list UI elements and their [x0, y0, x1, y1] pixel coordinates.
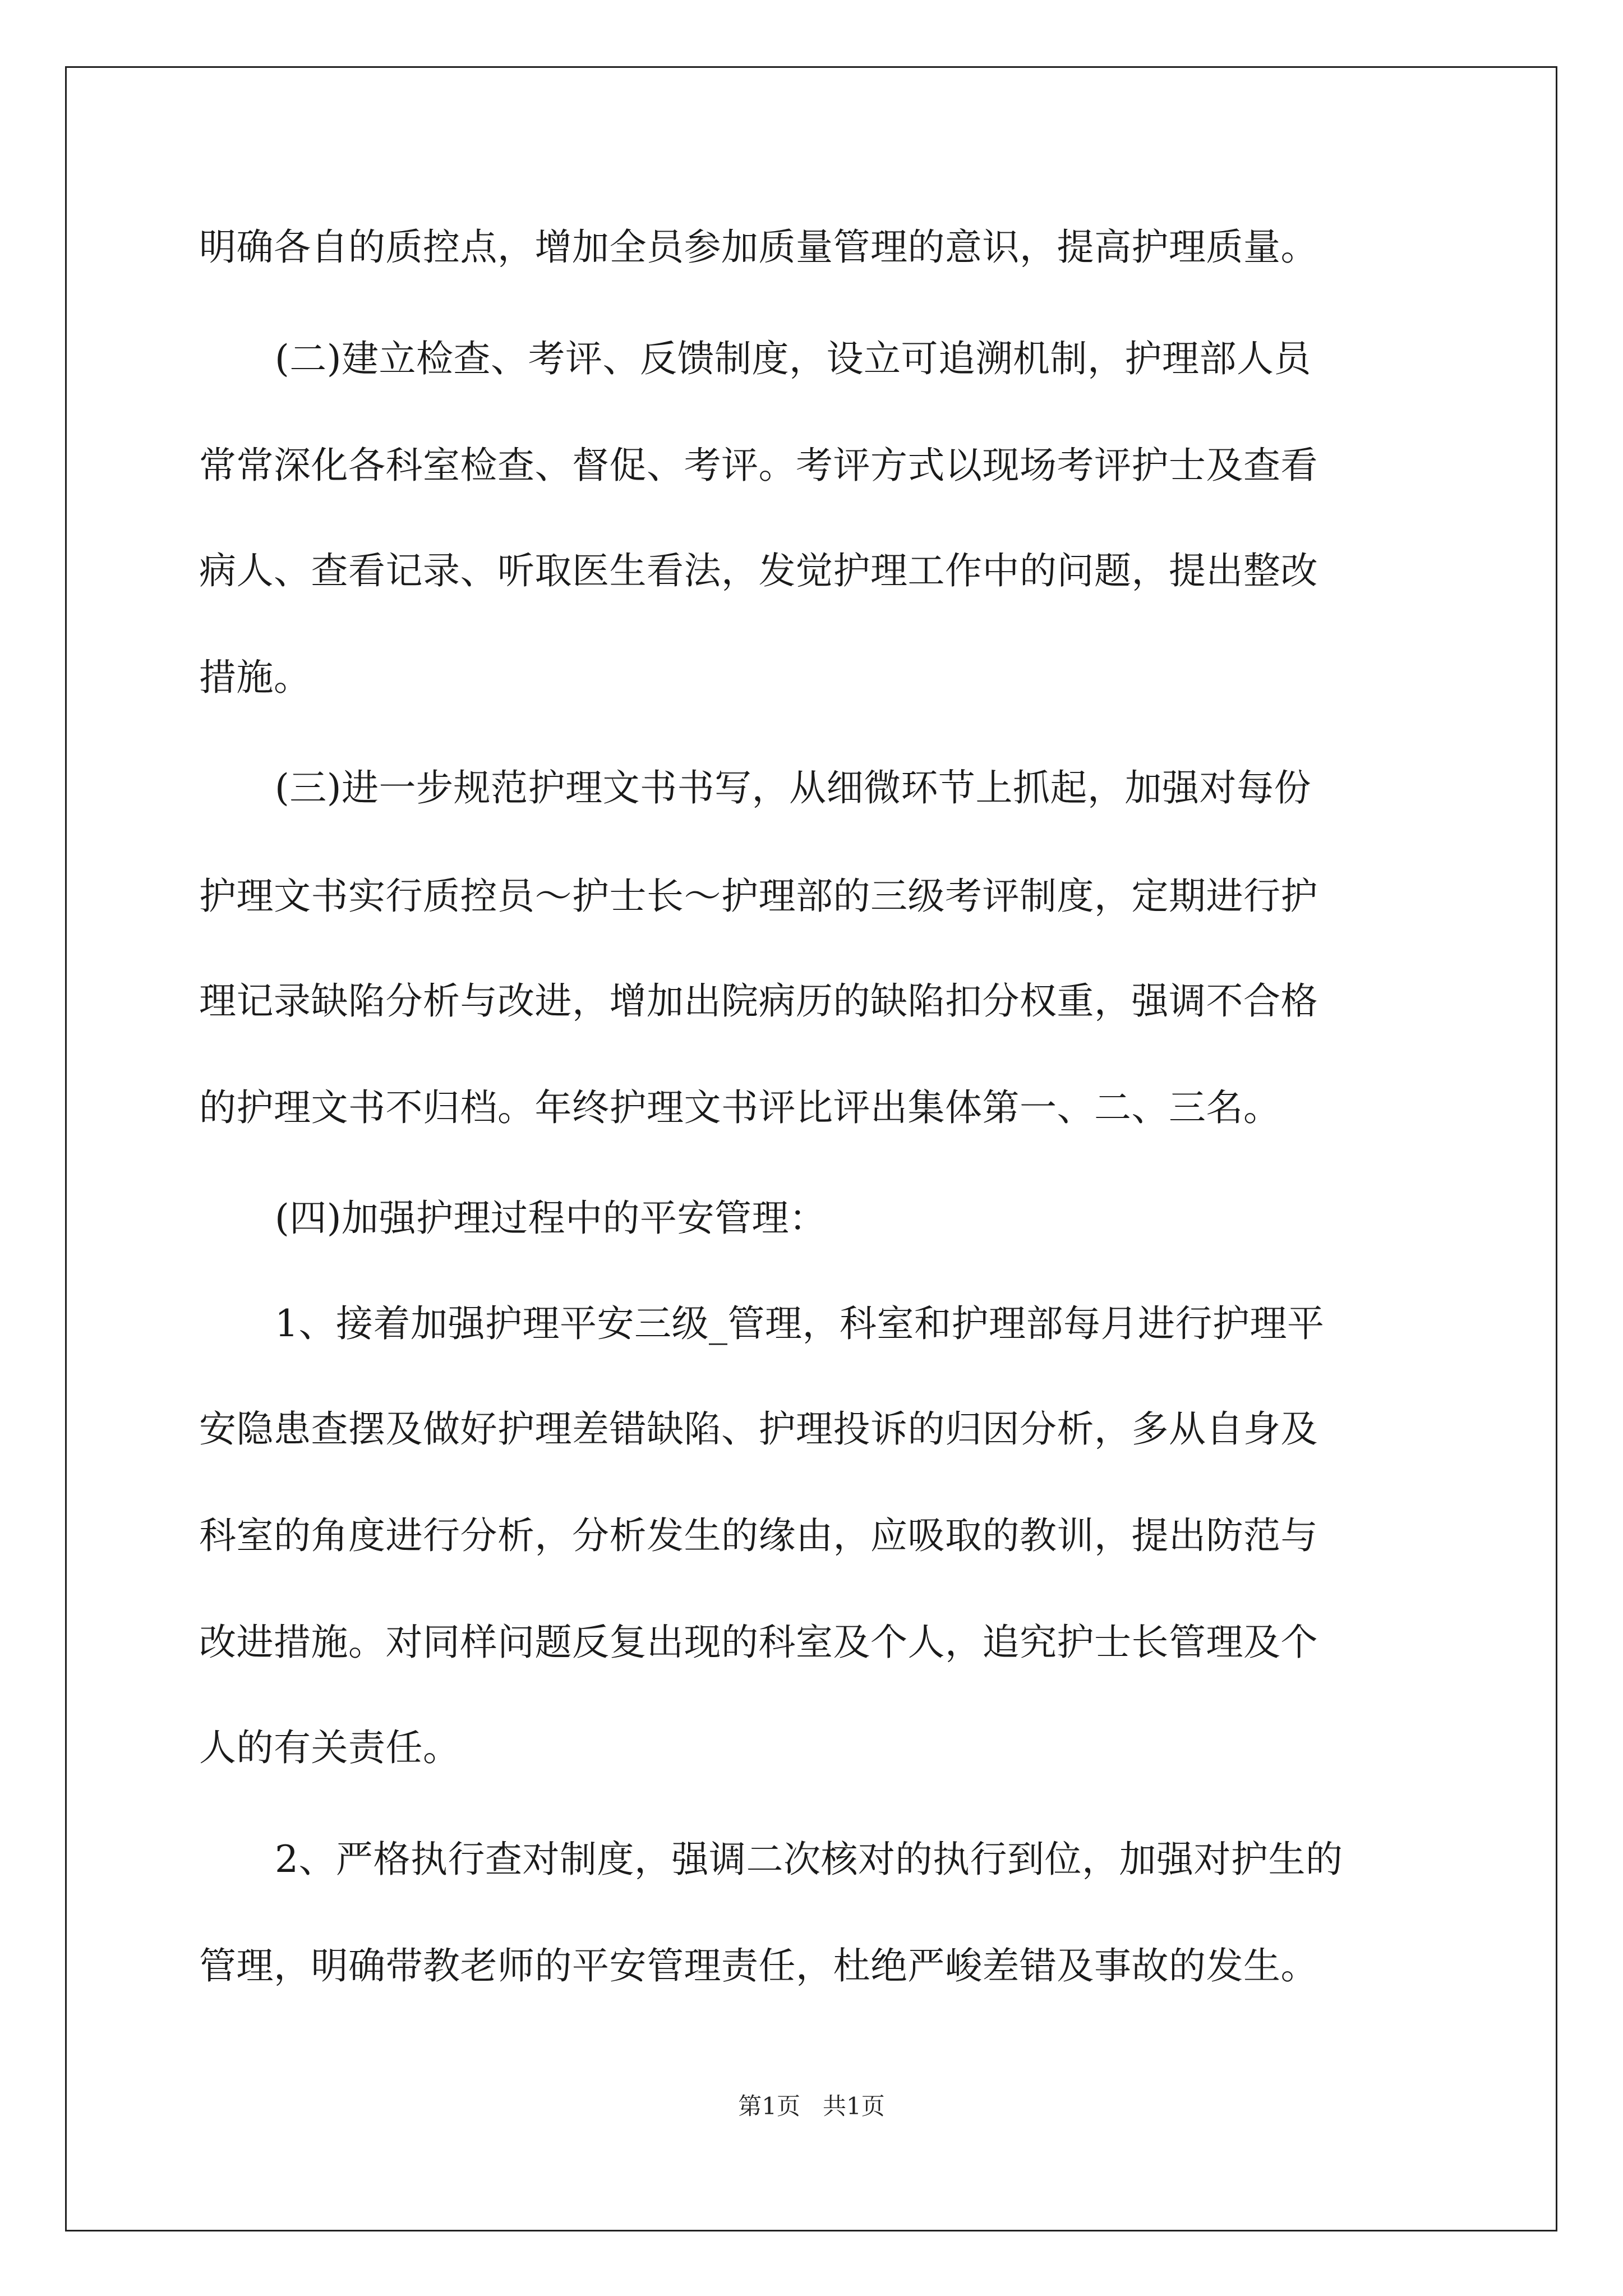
paragraph-line-15: 人的有关责任。 [199, 1726, 460, 1769]
paragraph-line-8: 理记录缺陷分析与改进，增加出院病历的缺陷扣分权重，强调不合格 [199, 979, 1318, 1023]
paragraph-line-6: (三)进一步规范护理文书书写，从细微环节上抓起，加强对每份 [275, 766, 1311, 809]
paragraph-line-10: (四)加强护理过程中的平安管理： [275, 1197, 827, 1240]
paragraph-line-16: 2、严格执行查对制度，强调二次核对的执行到位，加强对护生的 [275, 1838, 1343, 1881]
paragraph-line-1: 明确各自的质控点，增加全员参加质量管理的意识，提高护理质量。 [199, 226, 1318, 269]
paragraph-line-9: 的护理文书不归档。年终护理文书评比评出集体第一、二、三名。 [199, 1086, 1281, 1129]
paragraph-line-17: 管理，明确带教老师的平安管理责任，杜绝严峻差错及事故的发生。 [199, 1944, 1318, 1987]
paragraph-line-14: 改进措施。对同样问题反复出现的科室及个人，追究护士长管理及个 [199, 1621, 1318, 1664]
paragraph-line-2: (二)建立检查、考评、反馈制度，设立可追溯机制，护理部人员 [275, 337, 1311, 380]
paragraph-line-5: 措施。 [199, 656, 311, 699]
page-footer: 第1页 共1页 [738, 2092, 885, 2120]
paragraph-line-13: 科室的角度进行分析，分析发生的缘由，应吸取的教训，提出防范与 [199, 1514, 1318, 1557]
paragraph-line-11: 1、接着加强护理平安三级_管理，科室和护理部每月进行护理平 [275, 1302, 1325, 1345]
paragraph-line-7: 护理文书实行质控员～护士长～护理部的三级考评制度，定期进行护 [199, 875, 1318, 918]
paragraph-line-3: 常常深化各科室检查、督促、考评。考评方式以现场考评护士及查看 [199, 444, 1318, 487]
page-border [65, 66, 1557, 2231]
paragraph-line-4: 病人、查看记录、听取医生看法，发觉护理工作中的问题，提出整改 [199, 549, 1318, 592]
paragraph-line-12: 安隐患查摆及做好护理差错缺陷、护理投诉的归因分析，多从自身及 [199, 1407, 1318, 1451]
